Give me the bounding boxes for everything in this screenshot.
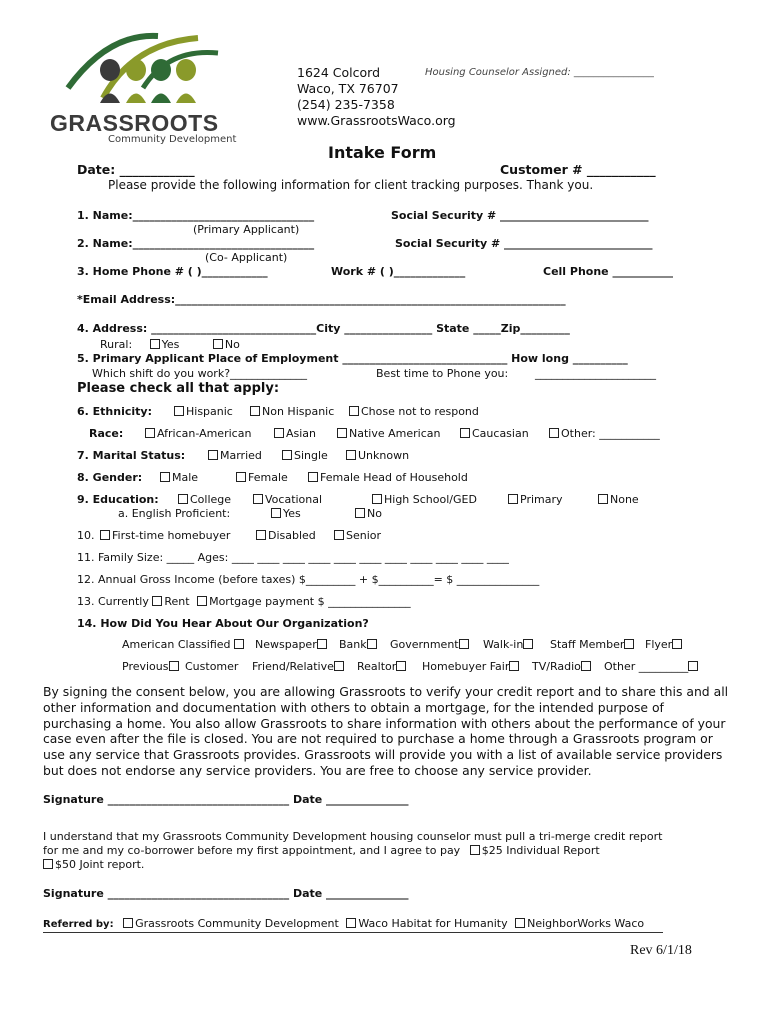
street: 1624 Colcord xyxy=(297,65,381,80)
source-previous[interactable]: Previous xyxy=(122,660,181,674)
referred-neighborworks-checkbox[interactable] xyxy=(515,918,525,928)
race-label: Race: xyxy=(89,427,124,440)
source-other[interactable]: Other _________ xyxy=(604,660,700,674)
education-primary[interactable]: Primary xyxy=(508,493,563,507)
referred-grassroots-checkbox[interactable] xyxy=(123,918,133,928)
mortgage-checkbox[interactable] xyxy=(197,596,207,606)
family-size-field[interactable]: 11. Family Size: _____ Ages: ____ ____ ____ ____ ____ ____ ____ ____ ____ ____ ____ xyxy=(77,551,509,564)
best-time-label: Best time to Phone you: xyxy=(376,367,509,380)
first-time-homebuyer[interactable]: First-time homebuyer xyxy=(100,529,230,543)
shift-field[interactable]: Which shift do you work?______________ xyxy=(92,367,308,380)
divider xyxy=(43,932,663,933)
rural-row xyxy=(100,338,240,352)
education-none[interactable]: None xyxy=(598,493,639,507)
education-high-school[interactable]: High School/GED xyxy=(372,493,477,507)
co-name-field[interactable]: 2. Name:_________________________________ xyxy=(77,237,315,250)
race-asian[interactable]: Asian xyxy=(274,427,316,441)
source-realtor[interactable]: Realtor xyxy=(357,660,408,674)
source-newspaper[interactable]: Newspaper xyxy=(255,638,329,652)
primary-name-field[interactable]: 1. Name:_________________________________ xyxy=(77,209,315,222)
best-time-field[interactable]: ______________________ xyxy=(535,367,656,380)
website-link[interactable]: www.GrassrootsWaco.org xyxy=(297,113,456,128)
fee-joint-checkbox[interactable] xyxy=(43,859,53,869)
source-homebuyer-fair[interactable]: Homebuyer Fair xyxy=(422,660,521,674)
marital-label: 7. Marital Status: xyxy=(77,449,186,462)
rent-checkbox[interactable] xyxy=(152,596,162,606)
rural-no-checkbox[interactable] xyxy=(213,339,223,349)
marital-married[interactable]: Married xyxy=(208,449,262,463)
q10-label: 10. xyxy=(77,529,95,542)
race-native-american[interactable]: Native American xyxy=(337,427,440,441)
currently-row xyxy=(77,595,411,609)
mortgage-field[interactable]: Mortgage payment $ _______________ xyxy=(209,595,411,608)
source-american-classified[interactable]: American Classified xyxy=(122,638,246,652)
co-applicant-label: (Co- Applicant) xyxy=(205,251,288,264)
gender-female[interactable]: Female xyxy=(236,471,288,485)
source-staff-member[interactable]: Staff Member xyxy=(550,638,636,652)
credit-line-1: I understand that my Grassroots Community Development housing counselor must pull a tri-merge credit report xyxy=(43,830,663,843)
education-label: 9. Education: xyxy=(77,493,159,506)
rural-yes-label: Yes xyxy=(161,338,180,351)
referred-grassroots-label: Grassroots Community Development xyxy=(135,917,339,930)
rural-label: Rural: xyxy=(100,338,133,351)
rent-label: Rent xyxy=(164,595,190,608)
date-field[interactable]: Date: ____________ xyxy=(77,162,195,177)
referred-neighborworks-label: NeighborWorks Waco xyxy=(527,917,645,930)
work-phone-field[interactable]: Work # ( )_____________ xyxy=(331,265,466,278)
page-title: Intake Form xyxy=(328,143,437,162)
fee-individual-label: $25 Individual Report xyxy=(481,844,600,857)
gender-female-head[interactable]: Female Head of Household xyxy=(308,471,468,485)
revision-label: Rev 6/1/18 xyxy=(630,943,692,958)
english-no[interactable]: No xyxy=(355,507,382,521)
marital-single[interactable]: Single xyxy=(282,449,328,463)
source-customer: Customer xyxy=(185,660,239,673)
referred-by-row xyxy=(43,917,644,930)
check-all-heading: Please check all that apply: xyxy=(77,381,280,396)
source-friend-relative[interactable]: Friend/Relative xyxy=(252,660,346,674)
senior-checkbox[interactable]: Senior xyxy=(334,529,381,543)
cell-phone-field[interactable]: Cell Phone ___________ xyxy=(543,265,673,278)
logo-mark-icon xyxy=(48,28,238,113)
marital-unknown[interactable]: Unknown xyxy=(346,449,409,463)
race-caucasian[interactable]: Caucasian xyxy=(460,427,529,441)
gender-male[interactable]: Male xyxy=(160,471,198,485)
referred-habitat-label: Waco Habitat for Humanity xyxy=(358,917,508,930)
intro-text: Please provide the following information for client tracking purposes. Thank you. xyxy=(108,178,594,192)
source-bank[interactable]: Bank xyxy=(339,638,379,652)
credit-line-3 xyxy=(43,858,144,872)
gender-label: 8. Gender: xyxy=(77,471,143,484)
fee-joint-label: $50 Joint report. xyxy=(55,858,145,871)
home-phone-field[interactable]: 3. Home Phone # ( )____________ xyxy=(77,265,268,278)
referred-habitat-checkbox[interactable] xyxy=(346,918,356,928)
education-vocational[interactable]: Vocational xyxy=(253,493,322,507)
co-ssn-field[interactable]: Social Security # ___________________________ xyxy=(395,237,653,250)
source-tv-radio[interactable]: TV/Radio xyxy=(532,660,593,674)
consent-paragraph: By signing the consent below, you are allowing Grassroots to verify your credit report and to share this and all other information and documentation with others to obtain a mortgage, for the intended purpose of purchasing a home. You also allow Grassroots to share information with others about the performance of your case even after the file is closed. You are not required to purchase a home through a Grassroots program or use any service that Grassroots provides. Grassroots will provide you with a list of available service providers but does not endorse any service providers. You are free to choose any service provider. xyxy=(43,684,729,778)
counselor-field[interactable]: Housing Counselor Assigned: ________________ xyxy=(425,67,654,78)
grassroots-logo xyxy=(48,28,238,148)
source-flyer[interactable]: Flyer xyxy=(645,638,684,652)
fee-individual-checkbox[interactable] xyxy=(470,845,480,855)
race-other[interactable]: Other: ___________ xyxy=(549,427,660,441)
employment-field[interactable]: 5. Primary Applicant Place of Employment ______________________________ How long __________ xyxy=(77,352,628,365)
source-walk-in[interactable]: Walk-in xyxy=(483,638,535,652)
education-college[interactable]: College xyxy=(178,493,231,507)
ethnicity-hispanic[interactable]: Hispanic xyxy=(174,405,233,419)
referred-label: Referred by: xyxy=(43,919,114,930)
ethnicity-label: 6. Ethnicity: xyxy=(77,405,152,418)
city: Waco, TX 76707 xyxy=(297,81,399,96)
rural-no-label: No xyxy=(224,338,240,351)
credit-line-2: for me and my co-borrower before my first appointment, and I agree to pay $25 Individual Report xyxy=(43,844,600,857)
currently-label: 13. Currently xyxy=(77,595,149,608)
primary-ssn-field[interactable]: Social Security # ___________________________ xyxy=(391,209,649,222)
income-field[interactable]: 12. Annual Gross Income (before taxes) $_________ + $__________= $ _______________ xyxy=(77,573,540,586)
disabled-checkbox[interactable]: Disabled xyxy=(256,529,316,543)
hear-about-label: 14. How Did You Hear About Our Organization? xyxy=(77,617,369,630)
english-yes[interactable]: Yes xyxy=(271,507,301,521)
ethnicity-non-hispanic[interactable]: Non Hispanic xyxy=(250,405,334,419)
english-label: a. English Proficient: xyxy=(118,507,231,520)
address-field[interactable]: 4. Address: ______________________________City ________________ State _____Zip_________ xyxy=(77,322,570,335)
logo-tagline: Community Development xyxy=(108,134,237,145)
email-field[interactable]: *Email Address:_______________________________________________________________________ xyxy=(77,293,566,306)
logo-name: GRASSROOTS xyxy=(50,110,219,136)
source-government[interactable]: Government xyxy=(390,638,471,652)
primary-applicant-label: (Primary Applicant) xyxy=(193,223,300,236)
rural-yes-checkbox[interactable] xyxy=(150,339,160,349)
phone: (254) 235-7358 xyxy=(297,97,395,112)
signature-field-1[interactable]: Signature _________________________________ Date _______________ xyxy=(43,793,409,806)
signature-field-2[interactable]: Signature _________________________________ Date _______________ xyxy=(43,887,409,900)
customer-number-field[interactable]: Customer # ___________ xyxy=(500,162,656,177)
race-african-american[interactable]: African-American xyxy=(145,427,251,441)
ethnicity-not-respond[interactable]: Chose not to respond xyxy=(349,405,479,419)
